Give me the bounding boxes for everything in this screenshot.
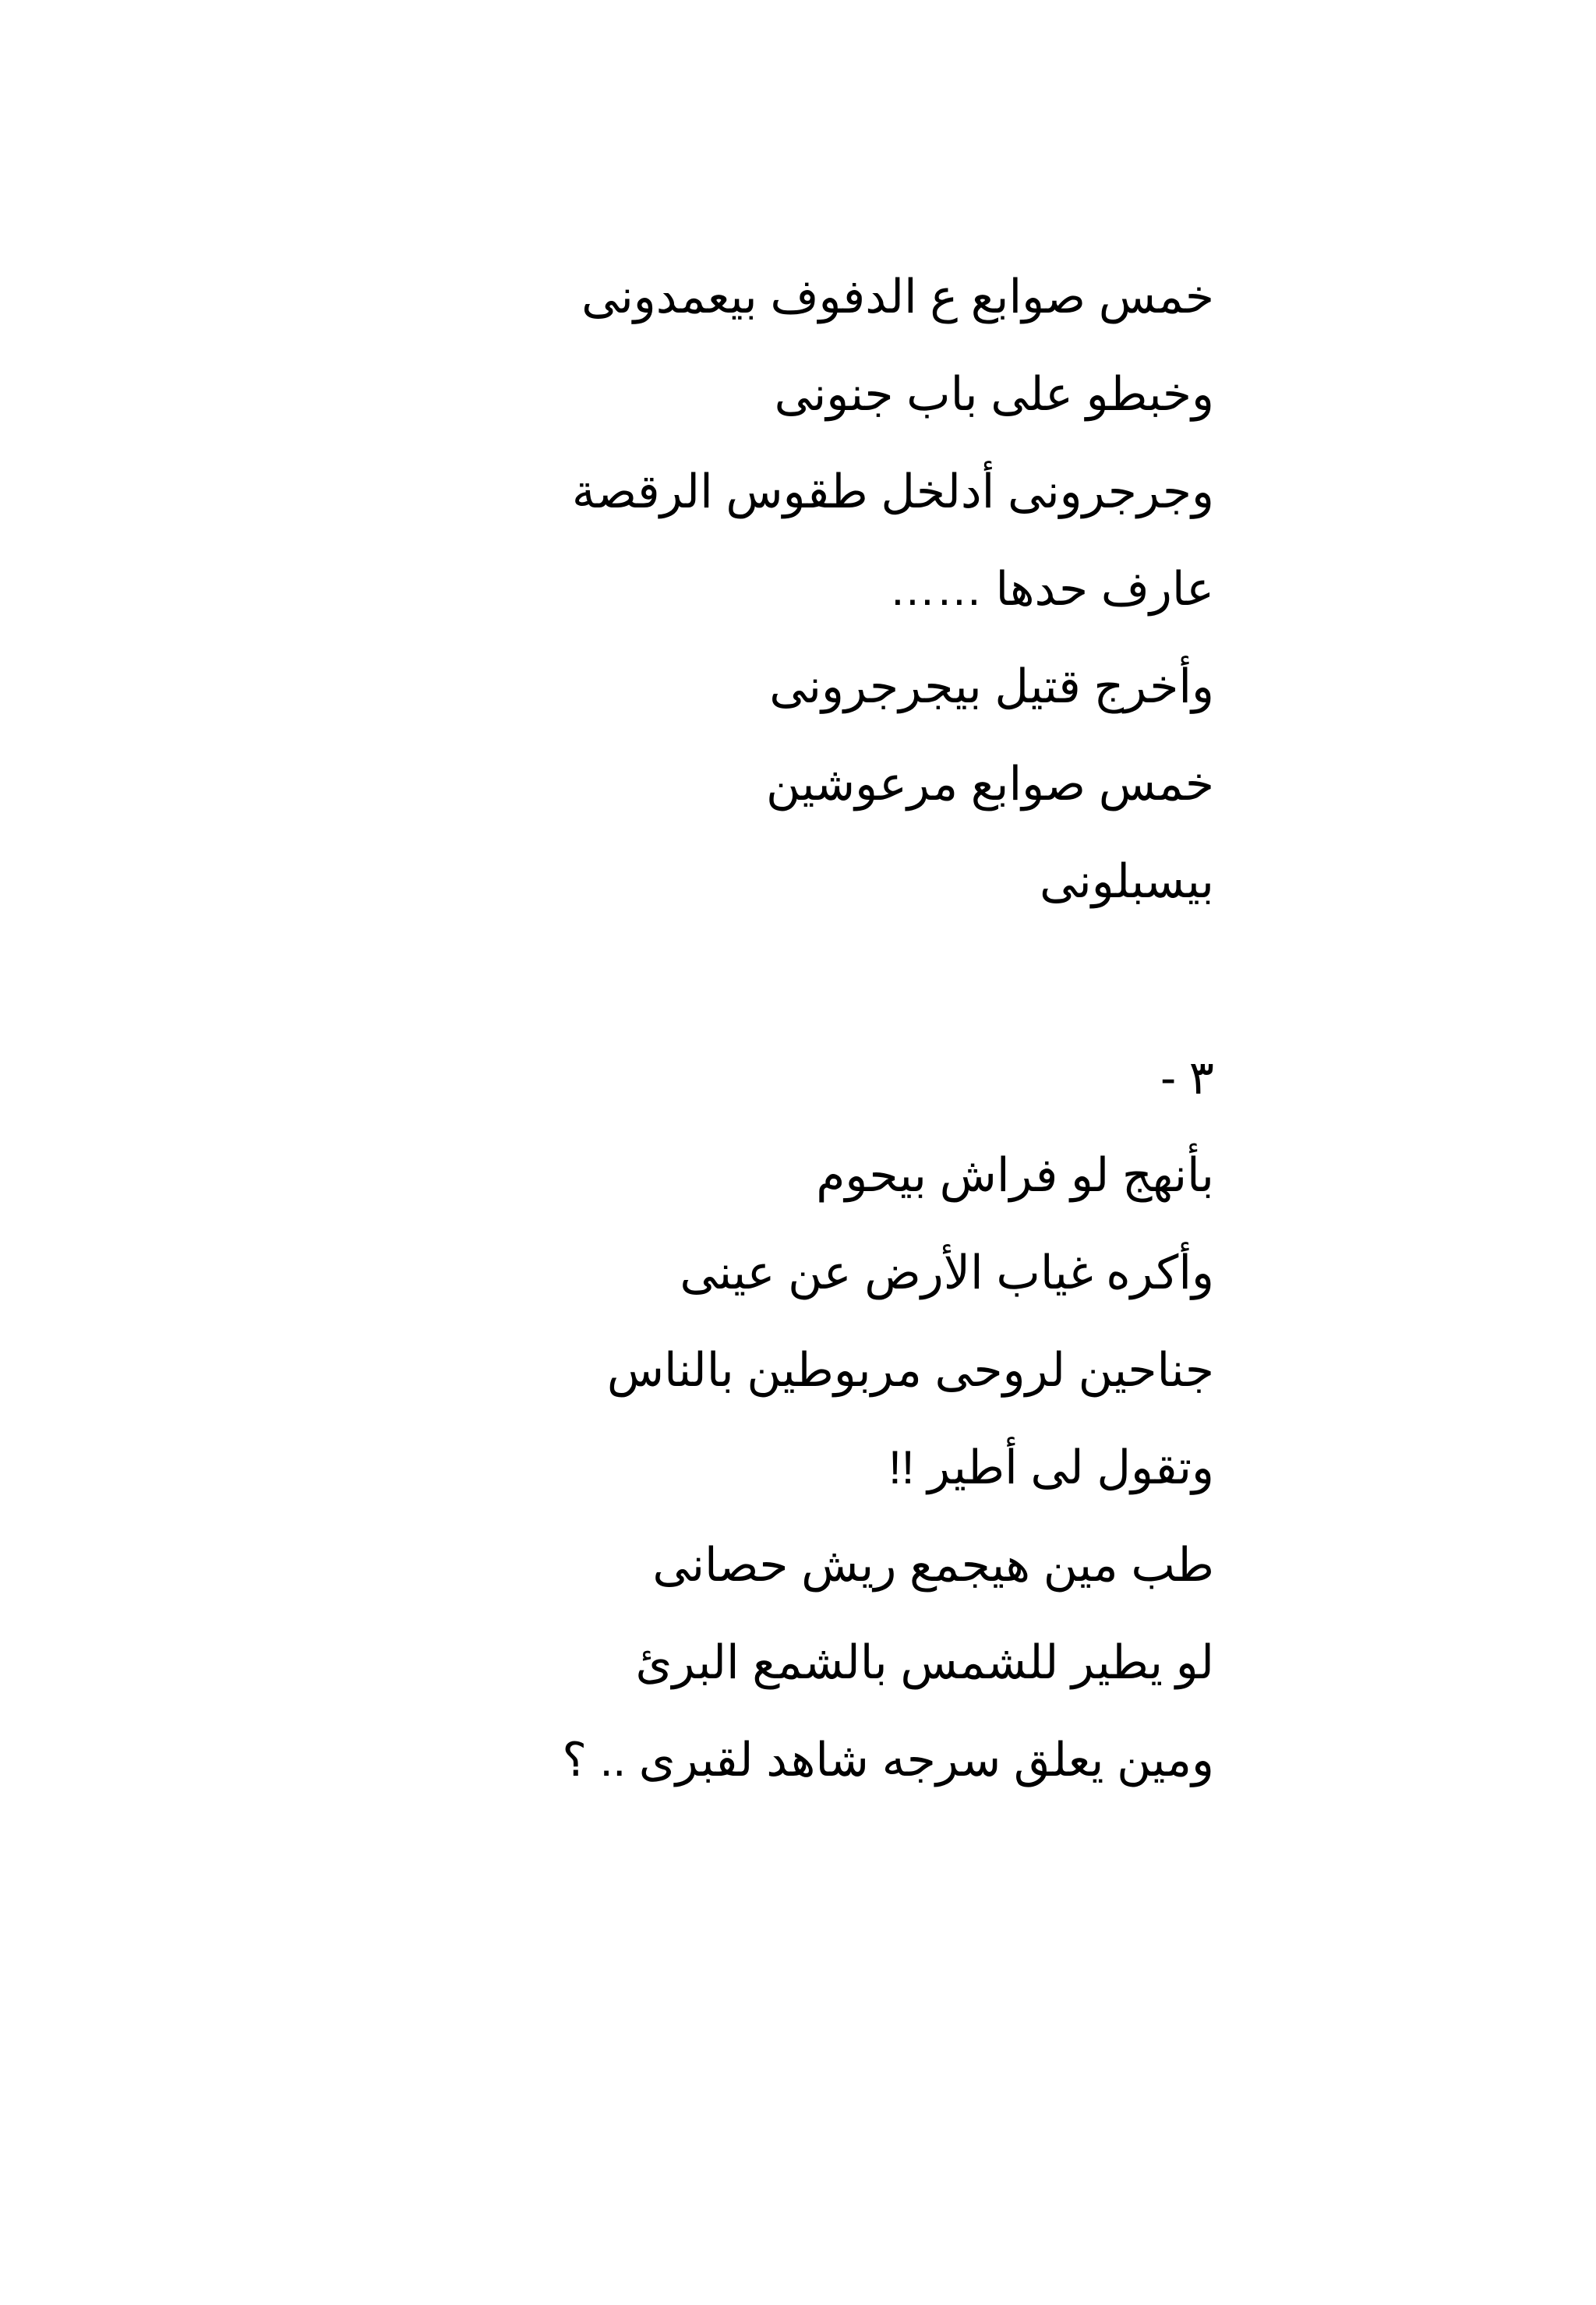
poem-stanza-2	[279, 1029, 1214, 1808]
poem-line: خمس صوابع مرعوشين	[766, 758, 1214, 810]
section-number: ٣ -	[1160, 1052, 1214, 1104]
poem-line: جناحين لروحى مربوطين بالناس	[606, 1344, 1214, 1396]
poem-line: وأخرج قتيل بيجرجرونى	[769, 660, 1214, 712]
poem-stanza-1	[279, 248, 1214, 930]
poem-line: وخبطو على باب جنونى	[774, 368, 1214, 420]
poem-line: عارف حدها ……	[888, 563, 1214, 615]
poem-line: بيسبلونى	[1039, 855, 1214, 907]
poem-line: وأكره غياب الأرض عن عينى	[680, 1246, 1214, 1299]
poem-line: وتقول لى أطير !!	[888, 1441, 1214, 1494]
poem-line: وجرجرونى أدلخل طقوس الرقصة	[571, 465, 1214, 518]
poem-line: ومين يعلق سرجه شاهد لقبرى .. ؟	[562, 1734, 1214, 1786]
poem-line: خمس صوابع ع الدفوف بيعمدونى	[581, 270, 1214, 323]
poem-line: لو يطير للشمس بالشمع البرئ	[635, 1636, 1214, 1688]
poem-line: طب مين هيجمع ريش حصانى	[652, 1539, 1214, 1591]
poem-line: بأنهج لو فراش بيحوم	[816, 1149, 1214, 1201]
